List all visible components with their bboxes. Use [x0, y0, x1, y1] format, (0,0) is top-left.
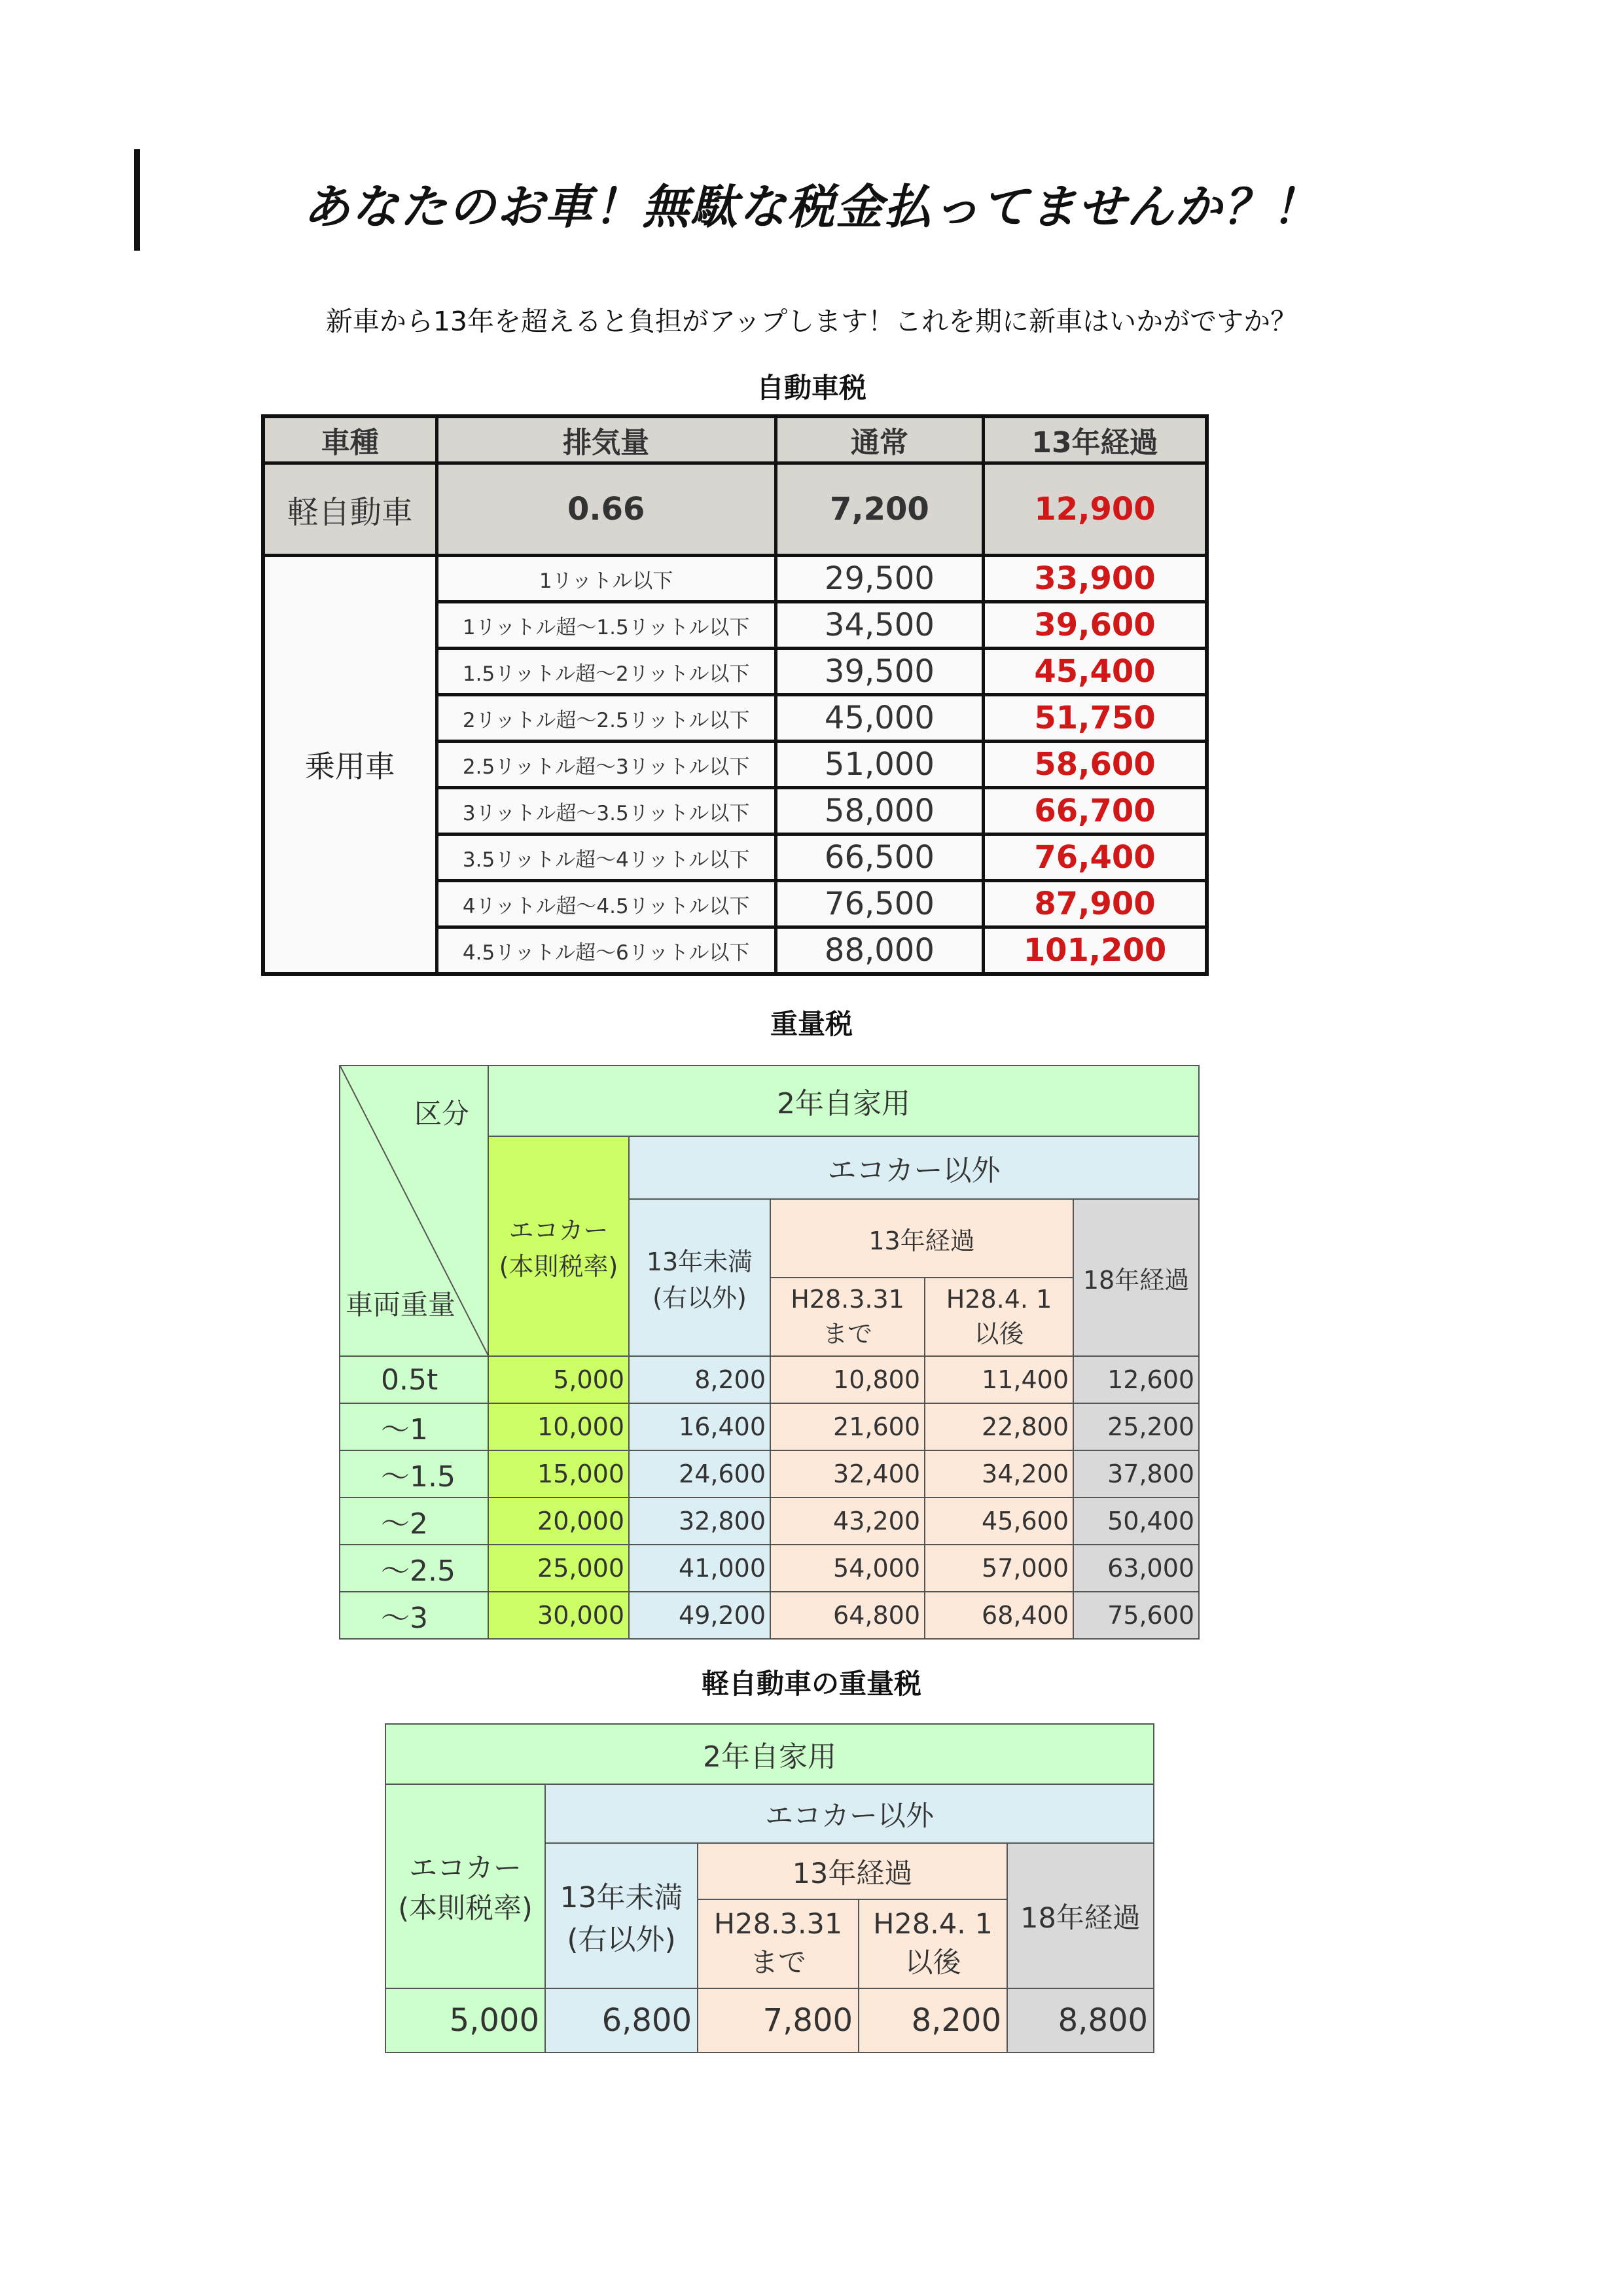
under13-header: [629, 1199, 770, 1356]
kei-eco-car-note: (本則税率): [398, 1892, 533, 1925]
kei-value-over18: 8,800: [1007, 1988, 1154, 2053]
h28a-header: [770, 1278, 925, 1356]
eco-car-header: [488, 1136, 629, 1356]
weight-value-h28b: 57,000: [925, 1545, 1073, 1592]
kei-weight-tax-table: [385, 1723, 1154, 2053]
kei-weight-values-row: [385, 1988, 1154, 2053]
kei-non-eco-header: エコカー以外: [545, 1784, 1154, 1843]
weight-class: ～1.5: [340, 1450, 488, 1498]
weight-row: [340, 1403, 1199, 1450]
weight-value-eco: 30,000: [488, 1592, 629, 1639]
passenger-size: 4リットル超～4.5リットル以下: [437, 881, 776, 927]
kei-h28b-header: [859, 1899, 1007, 1988]
passenger-normal-tax: 34,500: [776, 602, 983, 649]
car-tax-header-row: [263, 416, 1207, 463]
passenger-label: 乗用車: [263, 556, 437, 975]
passenger-over13-tax: 33,900: [984, 556, 1207, 602]
eco-car-label: エコカー: [508, 1216, 609, 1245]
weight-value-over18: 12,600: [1073, 1356, 1199, 1403]
kei-eco-car-header: [385, 1784, 545, 1988]
weight-row: [340, 1545, 1199, 1592]
weight-value-over18: 75,600: [1073, 1592, 1199, 1639]
passenger-row: [263, 556, 1207, 602]
weight-label: 車両重量: [346, 1289, 456, 1321]
passenger-over13-tax: 58,600: [984, 742, 1207, 788]
header-normal: 通常: [776, 416, 983, 463]
weight-tax-caption: 重量税: [770, 1008, 853, 1040]
kei-displacement: 0.66: [437, 463, 776, 556]
under13-label: 13年未満: [646, 1247, 753, 1276]
passenger-normal-tax: 51,000: [776, 742, 983, 788]
non-eco-header: エコカー以外: [629, 1136, 1199, 1199]
weight-value-under13: 8,200: [629, 1356, 770, 1403]
passenger-over13-tax: 39,600: [984, 602, 1207, 649]
weight-value-h28b: 22,800: [925, 1403, 1073, 1450]
passenger-size: 4.5リットル超～6リットル以下: [437, 927, 776, 975]
kei-h28b-label: H28.4. 1: [873, 1907, 993, 1941]
kei-under13-header: [545, 1843, 698, 1988]
page-title: あなたのお車！無駄な税金払ってませんか？！: [302, 179, 1320, 234]
kei-over13-header: 13年経過: [698, 1843, 1007, 1899]
passenger-over13-tax: 76,400: [984, 834, 1207, 881]
weight-value-h28b: 34,200: [925, 1450, 1073, 1498]
kei-h28a-header: [698, 1899, 859, 1988]
kei-eco-car-label: エコカー: [409, 1852, 522, 1885]
passenger-size: 3リットル超～3.5リットル以下: [437, 788, 776, 834]
over18-header: 18年経過: [1073, 1199, 1199, 1356]
passenger-over13-tax: 87,900: [984, 881, 1207, 927]
weight-class: 0.5t: [340, 1356, 488, 1403]
kei-row: [263, 463, 1207, 556]
header-car-type: 車種: [263, 416, 437, 463]
kei-value-under13: 6,800: [545, 1988, 698, 2053]
passenger-size: 1リットル超～1.5リットル以下: [437, 602, 776, 649]
kei-h28b-note: 以後: [904, 1946, 961, 1979]
weight-class: ～2.5: [340, 1545, 488, 1592]
passenger-over13-tax: 51,750: [984, 695, 1207, 742]
weight-value-h28b: 68,400: [925, 1592, 1073, 1639]
diagonal-header-cell: [340, 1066, 488, 1356]
weight-value-under13: 49,200: [629, 1592, 770, 1639]
h28b-note: 以後: [974, 1319, 1024, 1348]
weight-row: [340, 1450, 1199, 1498]
weight-value-eco: 10,000: [488, 1403, 629, 1450]
weight-value-h28b: 45,600: [925, 1498, 1073, 1545]
kei-value-eco: 5,000: [385, 1988, 545, 2053]
weight-value-eco: 25,000: [488, 1545, 629, 1592]
passenger-over13-tax: 66,700: [984, 788, 1207, 834]
kei-type: 軽自動車: [263, 463, 437, 556]
kubun-label: 区分: [414, 1098, 469, 1130]
header-over13: 13年経過: [984, 416, 1207, 463]
passenger-size: 3.5リットル超～4リットル以下: [437, 834, 776, 881]
kei-normal: 7,200: [776, 463, 983, 556]
over13-header: 13年経過: [770, 1199, 1073, 1278]
kei-h28a-label: H28.3.31: [713, 1907, 843, 1941]
weight-value-h28a: 54,000: [770, 1545, 925, 1592]
passenger-size: 1.5リットル超～2リットル以下: [437, 649, 776, 695]
kei-under13-label: 13年未満: [560, 1881, 683, 1914]
car-tax-table: [261, 414, 1209, 976]
weight-row: [340, 1356, 1199, 1403]
passenger-over13-tax: 45,400: [984, 649, 1207, 695]
weight-row: [340, 1592, 1199, 1639]
weight-class: ～3: [340, 1592, 488, 1639]
h28b-label: H28.4. 1: [946, 1284, 1052, 1314]
kei-value-h28b: 8,200: [859, 1988, 1007, 2053]
passenger-size: 2.5リットル超～3リットル以下: [437, 742, 776, 788]
passenger-size: 2リットル超～2.5リットル以下: [437, 695, 776, 742]
passenger-normal-tax: 76,500: [776, 881, 983, 927]
kei-weight-tax-caption: 軽自動車の重量税: [701, 1668, 921, 1700]
eco-car-note: (本則税率): [499, 1252, 618, 1281]
car-tax-caption: 自動車税: [756, 372, 866, 404]
weight-value-eco: 20,000: [488, 1498, 629, 1545]
h28b-header: [925, 1278, 1073, 1356]
kei-group-private-2y: 2年自家用: [385, 1724, 1154, 1784]
passenger-over13-tax: 101,200: [984, 927, 1207, 975]
weight-class: ～1: [340, 1403, 488, 1450]
weight-value-h28a: 32,400: [770, 1450, 925, 1498]
weight-class: ～2: [340, 1498, 488, 1545]
h28a-label: H28.3.31: [791, 1284, 904, 1314]
weight-value-over18: 50,400: [1073, 1498, 1199, 1545]
weight-value-over18: 37,800: [1073, 1450, 1199, 1498]
weight-value-under13: 41,000: [629, 1545, 770, 1592]
weight-value-h28a: 10,800: [770, 1356, 925, 1403]
weight-tax-table: [339, 1065, 1200, 1640]
weight-value-eco: 15,000: [488, 1450, 629, 1498]
passenger-normal-tax: 29,500: [776, 556, 983, 602]
kei-over13: 12,900: [984, 463, 1207, 556]
kei-over18-header: 18年経過: [1007, 1843, 1154, 1988]
weight-value-eco: 5,000: [488, 1356, 629, 1403]
kei-under13-note: (右以外): [567, 1923, 676, 1956]
weight-value-over18: 63,000: [1073, 1545, 1199, 1592]
weight-value-over18: 25,200: [1073, 1403, 1199, 1450]
kei-h28a-note: まで: [750, 1946, 806, 1979]
weight-value-h28b: 11,400: [925, 1356, 1073, 1403]
h28a-note: まで: [822, 1319, 872, 1348]
kei-value-h28a: 7,800: [698, 1988, 859, 2053]
passenger-normal-tax: 39,500: [776, 649, 983, 695]
group-private-2y: 2年自家用: [488, 1066, 1199, 1136]
weight-value-h28a: 64,800: [770, 1592, 925, 1639]
weight-value-under13: 24,600: [629, 1450, 770, 1498]
page-subtitle: 新車から13年を超えると負担がアップします！これを期に新車はいかがですか？: [325, 306, 1298, 337]
under13-note: (右以外): [652, 1283, 747, 1312]
header-displacement: 排気量: [437, 416, 776, 463]
passenger-normal-tax: 45,000: [776, 695, 983, 742]
weight-value-under13: 32,800: [629, 1498, 770, 1545]
weight-value-under13: 16,400: [629, 1403, 770, 1450]
weight-value-h28a: 43,200: [770, 1498, 925, 1545]
weight-value-h28a: 21,600: [770, 1403, 925, 1450]
passenger-normal-tax: 58,000: [776, 788, 983, 834]
weight-row: [340, 1498, 1199, 1545]
passenger-normal-tax: 66,500: [776, 834, 983, 881]
passenger-size: 1リットル以下: [437, 556, 776, 602]
passenger-normal-tax: 88,000: [776, 927, 983, 975]
